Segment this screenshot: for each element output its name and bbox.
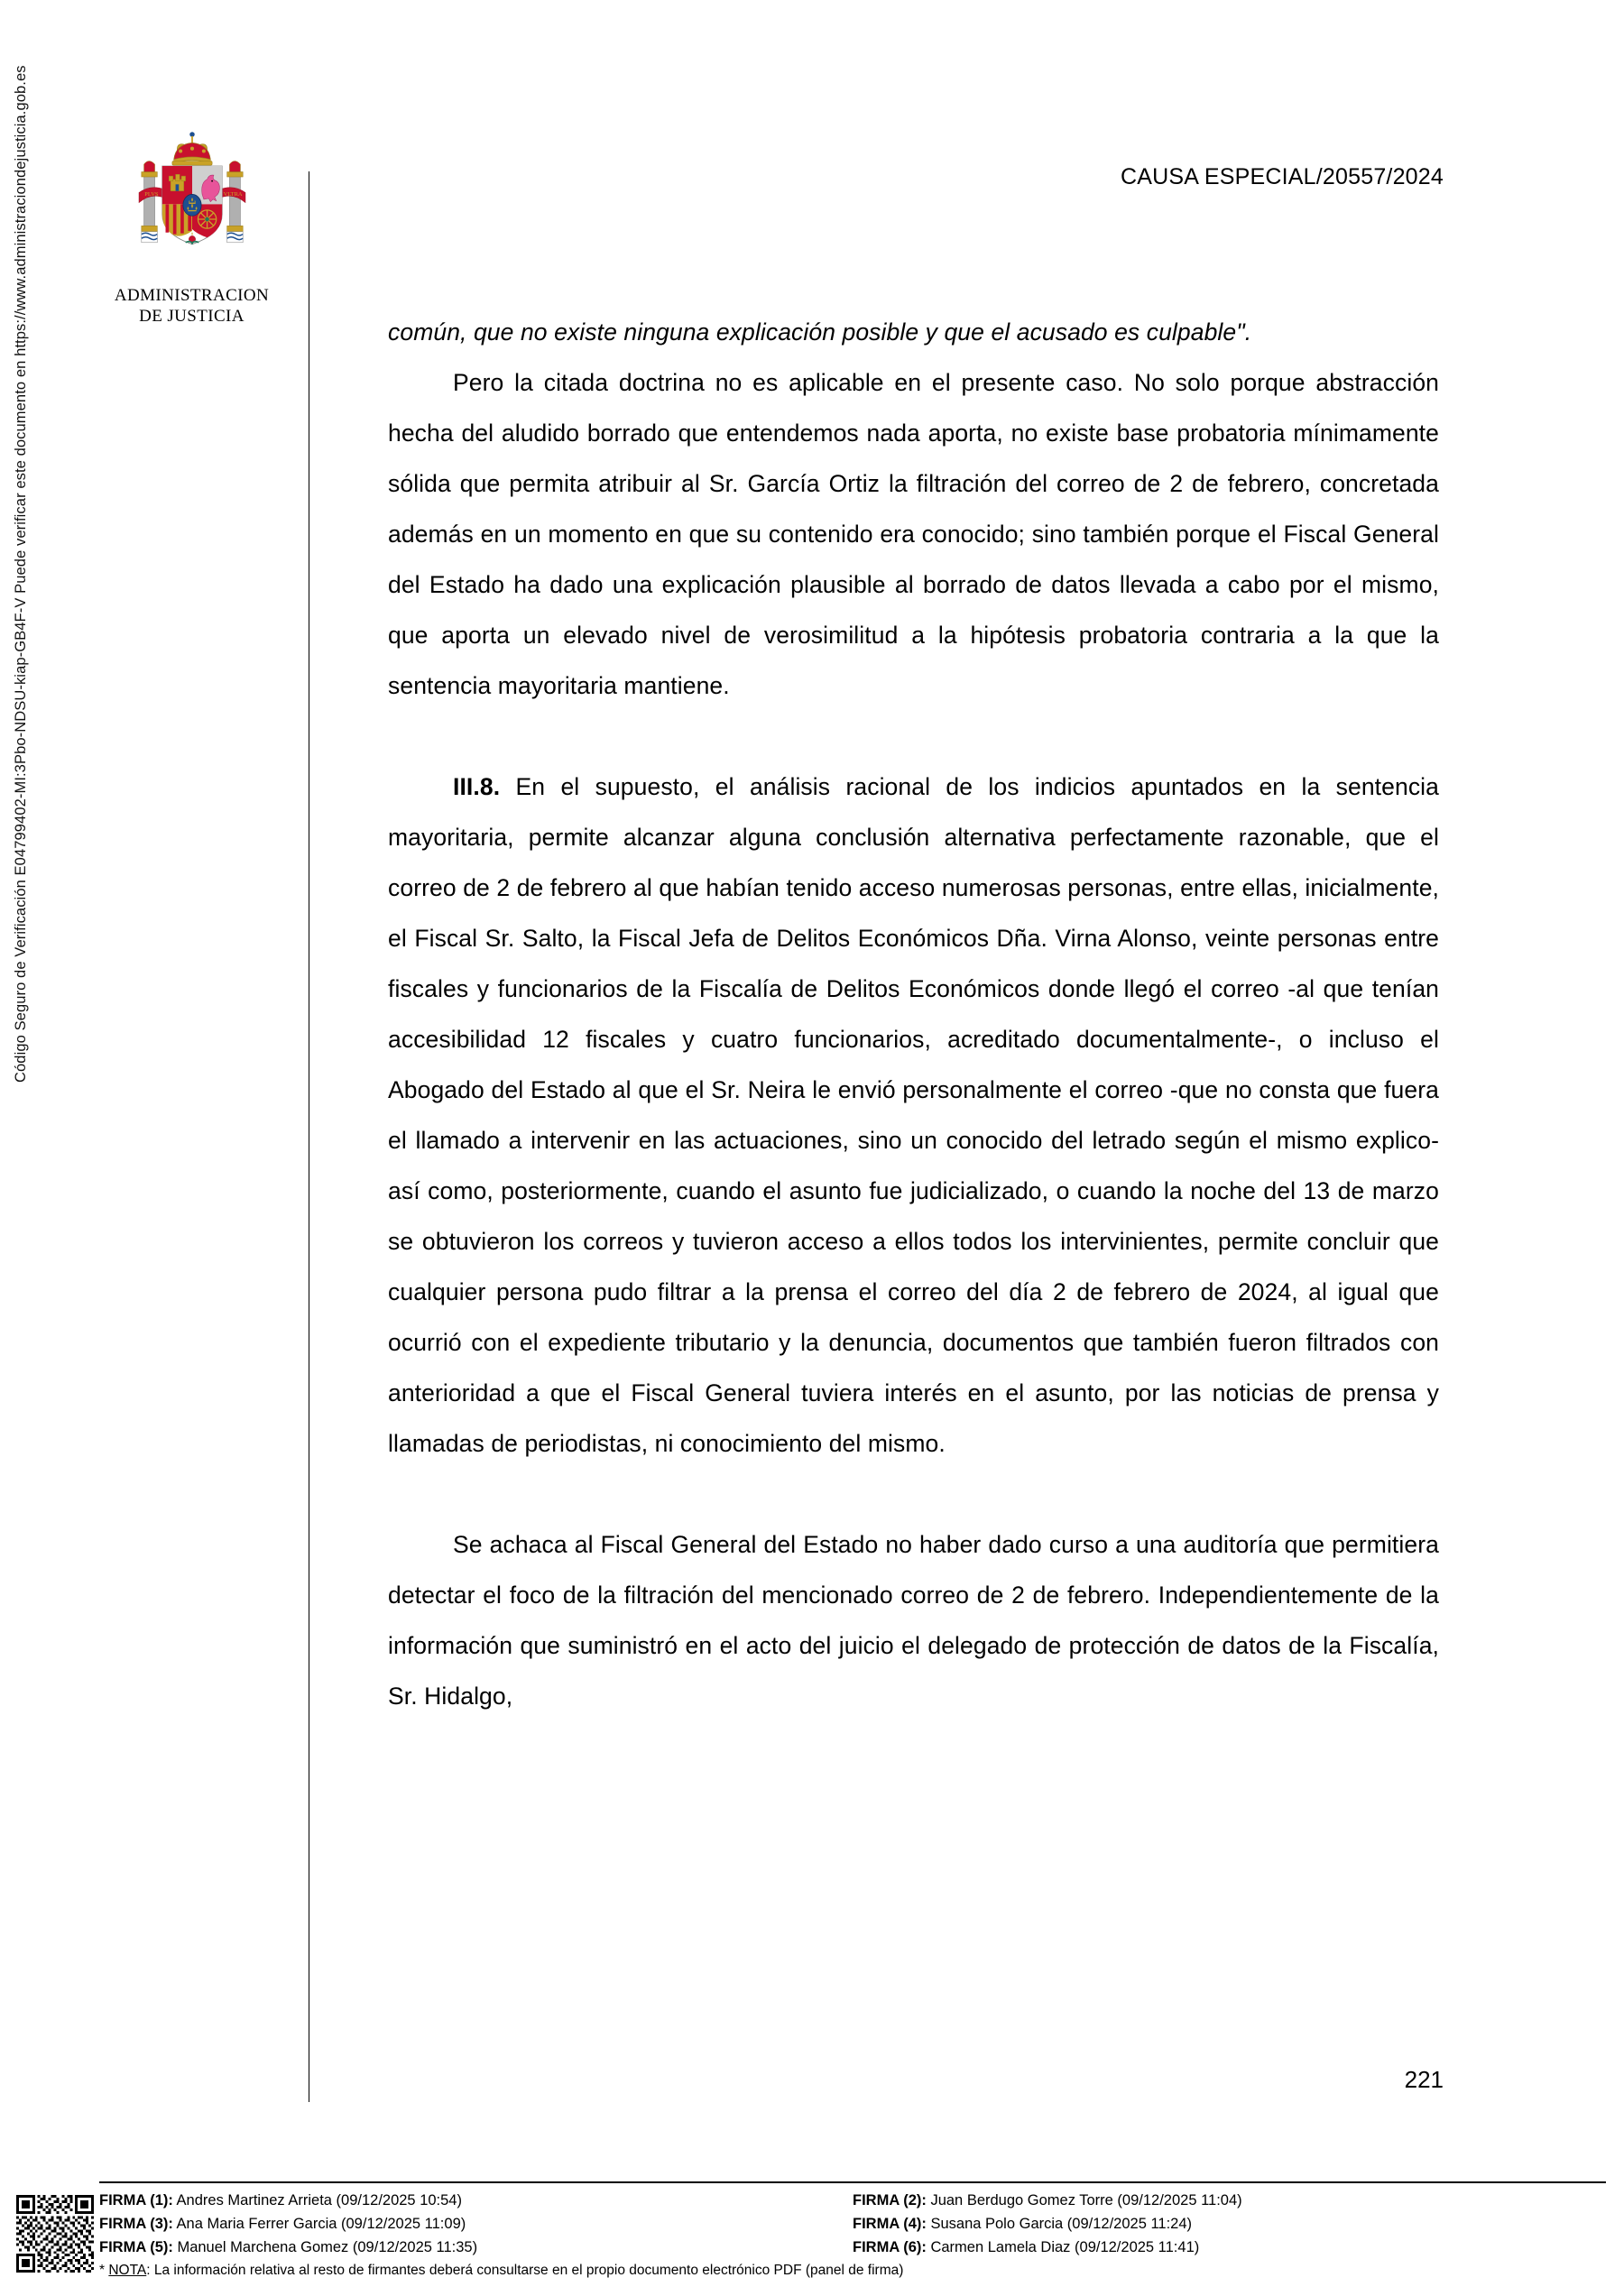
paragraph-spacer [388,711,1439,761]
section-marker-III-8: III.8. [453,773,501,800]
signature-footer [99,2181,1606,2281]
signature-label: FIRMA (2): [853,2192,927,2208]
page-number: 221 [1404,2066,1444,2093]
footer-note-prefix: * [99,2263,109,2278]
signature-label: FIRMA (5): [99,2239,173,2255]
signature-entry [99,2212,853,2236]
signature-value: Andres Martinez Arrieta (09/12/2025 10:54) [172,2192,462,2208]
signature-entry [99,2236,853,2259]
case-reference-header: CAUSA ESPECIAL/20557/2024 [1120,164,1444,189]
signature-value: Carmen Lamela Diaz (09/12/2025 11:41) [926,2239,1200,2255]
signature-value: Ana Maria Ferrer Garcia (09/12/2025 11:09) [172,2216,466,2232]
paragraph-section-III-8 [388,761,1439,1469]
signature-entry [99,2189,853,2212]
footer-note-text: : La información relativa al resto de firmantes deberá consultarse en el propio documento electrónico PDF (panel de firma) [146,2263,904,2278]
administration-of-justice-emblem [95,124,289,327]
footer-note-keyword: NOTA [108,2263,147,2278]
paragraph-spacer-2 [388,1469,1439,1519]
qr-code-icon [16,2190,94,2277]
signature-value: Susana Polo Garcia (09/12/2025 11:24) [926,2216,1193,2232]
paragraph-doctrine-not-applicable: Pero la citada doctrina no es aplicable en el presente caso. No solo porque abstracción hecha del aludido borrado que entendemos nada aporta, no existe base probatoria mínimamente sólida que permita atribuir al Sr. García Ortiz la filtración del correo de 2 de febrero, concretada además en un momento en que su contenido era conocido; sino también porque el Fiscal General del Estado ha dado una explicación plausible al borrado de datos llevada a cabo por el mismo, que aporta un elevado nivel de verosimilitud a la hipótesis probatoria contraria a la que la sentencia mayoritaria mantiene. [388,369,1439,699]
emblem-caption [95,285,289,327]
paragraph-quote-continuation: común, que no existe ninguna explicación posible y que el acusado es culpable". [388,318,1252,346]
signature-label: FIRMA (3): [99,2216,173,2232]
verification-margin-strip [0,0,54,2165]
emblem-caption-line2: DE JUSTICIA [139,307,245,327]
document-body [388,307,1439,1721]
footer-divider-rule [99,2181,1606,2183]
signature-column-left [99,2189,853,2259]
verification-code-text: Código Seguro de Verificación E04799402-MI:3Pbo-NDSU-kiap-GB4F-V Puede verificar este documento en https://www.administraciondejusticia.gob.es [13,65,29,1083]
emblem-caption-line1: ADMINISTRACION [114,286,270,305]
signature-entry [853,2189,1606,2212]
section-III-8-text: En el supuesto, el análisis racional de los indicios apuntados en la sentencia mayoritaria, permite alcanzar alguna conclusión alternativa perfectamente razonable, que el correo de 2 de febrero al que habían tenido acceso numerosas personas, entre ellas, inicialmente, el Fiscal Sr. Salto, la Fiscal Jefa de Delitos Económicos Dña. Virna Alonso, veinte personas entre fiscales y funcionarios de la Fiscalía de Delitos Económicos donde llegó el correo -al que tenían accesibilidad 12 fiscales y cuatro funcionarios, acreditado documentalmente-, o incluso el Abogado del Estado al que el Sr. Neira le envió personalmente el correo -que no consta que fuera el llamado a intervenir en las actuaciones, sino un conocido del letrado según el mismo explico- así como, posteriormente, cuando el asunto fue judicializado, o cuando la noche del 13 de marzo se obtuvieron los correos y tuvieron acceso a ellos todos los intervinientes, permite concluir que cualquier persona pudo filtrar a la prensa el correo del día 2 de febrero de 2024, al igual que ocurrió con el expediente tributario y la denuncia, documentos que también fueron filtrados con anterioridad a que el Fiscal General tuviera interés en el asunto, por las noticias de prensa y llamadas de periodistas, ni conocimiento del mismo. [388,773,1439,1457]
paragraph-audit-reproach: Se achaca al Fiscal General del Estado no haber dado curso a una auditoría que permitiera detectar el foco de la filtración del mencionado correo de 2 de febrero. Independientemente de la información que suministró en el acto del juicio el delegado de protección de datos de la Fiscalía, Sr. Hidalgo, [388,1531,1439,1710]
signature-label: FIRMA (4): [853,2216,927,2232]
svg-text:VLTRA: VLTRA [223,191,243,198]
signature-label: FIRMA (1): [99,2192,173,2208]
signature-entry [853,2212,1606,2236]
svg-text:PLVS: PLVS [143,191,158,198]
signature-label: FIRMA (6): [853,2239,927,2255]
signature-column-right [853,2189,1606,2259]
signature-value: Juan Berdugo Gomez Torre (09/12/2025 11:04) [926,2192,1242,2208]
signature-grid [99,2189,1606,2259]
spain-coat-of-arms-icon [125,124,260,282]
signature-value: Manuel Marchena Gomez (09/12/2025 11:35) [172,2239,478,2255]
signature-entry [853,2236,1606,2259]
footer-note [99,2261,1606,2281]
